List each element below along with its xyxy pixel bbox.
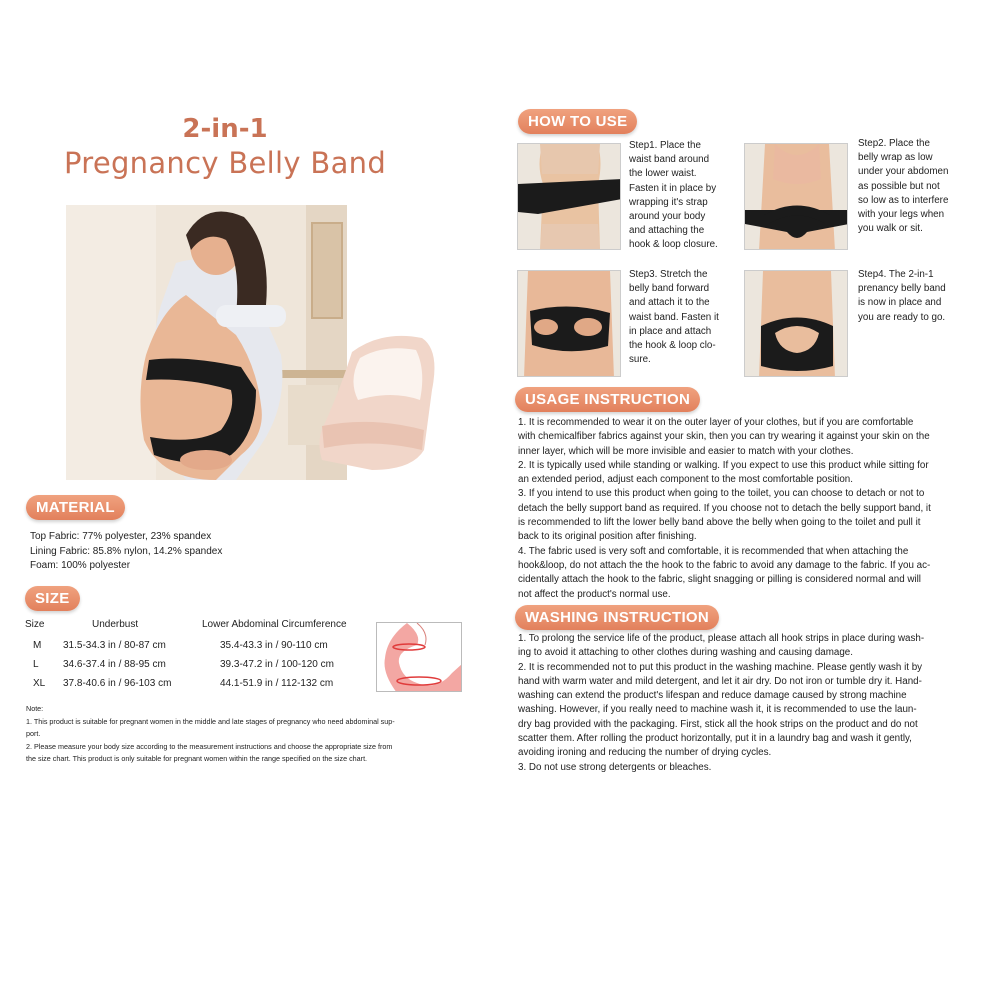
step-4-text (858, 268, 970, 325)
usage-line: cidentally attach the hook to the fabric, slight snagging or pilling is considered normal and will (518, 574, 921, 586)
step-line: as possible but not (858, 180, 940, 192)
title-line-2: Pregnancy Belly Band (63, 146, 387, 180)
step-line: and attaching the (629, 225, 705, 237)
lower-abdominal-col-header: Lower Abdominal Circumference (202, 619, 347, 630)
step-line: around your body (629, 211, 706, 223)
step-line: Step1. Place the (629, 140, 701, 151)
step-line: hook & loop closure. (629, 239, 718, 251)
step-line: Step3. Stretch the (629, 269, 708, 280)
step-4-photo (744, 270, 848, 377)
step-line: Step2. Place the (858, 138, 930, 149)
usage-line: 1. It is recommended to wear it on the outer layer of your clothes, but if you are comfortable (518, 417, 914, 428)
material-top-fabric: Top Fabric: 77% polyester, 23% spandex (30, 531, 212, 542)
step-line: with your legs when (858, 209, 945, 221)
usage-line: is recommended to lift the lower belly band above the belly when going to the toilet and pull it (518, 517, 921, 529)
step-line: in place and attach (629, 325, 712, 337)
step-line: waist band. Fasten it (629, 311, 719, 323)
step-3-text (629, 268, 734, 367)
usage-line: hook&loop, do not attach the the hook to the fabric to avoid any damage to the fabric. If you ac- (518, 559, 931, 571)
size-notes (26, 703, 481, 766)
step-1-text (629, 139, 734, 253)
size-col-header: Size (25, 619, 45, 630)
material-list (30, 530, 222, 574)
how-to-use-heading: HOW TO USE (518, 109, 637, 134)
step-line: waist band around (629, 154, 710, 166)
usage-line: 4. The fabric used is very soft and comfortable, it is recommended that when attaching the (518, 545, 909, 557)
washing-line: 3. Do not use strong detergents or bleaches. (518, 761, 712, 773)
usage-instruction-heading: USAGE INSTRUCTION (515, 387, 700, 412)
washing-line: ing to avoid it attaching to other clothes during washing and causing damage. (518, 647, 853, 659)
step-3-photo (517, 270, 621, 377)
underbust-col-header: Underbust (92, 619, 139, 630)
note-label: Note: (26, 704, 44, 713)
washing-line: avoiding ironing and reducing the number of drying cycles. (518, 747, 772, 759)
washing-line: dry bag provided with the packaging. First, stick all the hook strips on the product and do not (518, 718, 918, 730)
material-lining-fabric: Lining Fabric: 85.8% nylon, 14.2% spandex (30, 545, 223, 557)
note-line: 2. Please measure your body size according to the measurement instructions and choose the appropriate size from (26, 741, 393, 751)
lower-abdominal-cell: 35.4-43.3 in / 90-110 cm (220, 640, 328, 651)
washing-line: washing can extend the product's lifespan and reduce damage caused by strong machine (518, 690, 907, 702)
underbust-cell: 31.5-34.3 in / 80-87 cm (63, 640, 166, 651)
step-line: belly wrap as low (858, 152, 933, 164)
step-line: wrapping it's strap (629, 196, 708, 208)
step-line: is now in place and (858, 297, 942, 309)
measurement-diagram (376, 622, 462, 692)
step-2-photo (744, 143, 848, 250)
usage-line: detach the belly support band as required. If you choose not to detach the belly support band, it (518, 502, 931, 514)
step-1-photo (517, 143, 621, 250)
size-heading: SIZE (25, 586, 80, 611)
underbust-cell: 37.8-40.6 in / 96-103 cm (63, 678, 172, 689)
lower-abdominal-cell: 39.3-47.2 in / 100-120 cm (220, 659, 334, 670)
usage-line: with chemicalfiber fabrics against your skin, then you can try wearing it against your skin on the (518, 431, 930, 443)
usage-line: not affect the product's normal use. (518, 588, 671, 600)
note-line: the size chart. This product is only suitable for pregnant women within the range specified on the size chart. (26, 754, 368, 763)
usage-line: back to its original position after finishing. (518, 531, 697, 543)
note-line: 1. This product is suitable for pregnant women in the middle and late stages of pregnancy who need abdominal sup- (26, 716, 395, 726)
hero-photo (66, 205, 347, 480)
underbust-cell: 34.6-37.4 in / 88-95 cm (63, 659, 166, 670)
step-line: the lower waist. (629, 168, 697, 180)
step-line: so low as to interfere (858, 194, 949, 206)
step-line: Step4. The 2-in-1 (858, 269, 934, 280)
usage-line: 3. If you intend to use this product when going to the toilet, you can choose to detach or not to (518, 488, 925, 500)
washing-line: 2. It is recommended not to put this product in the washing machine. Please gently wash it by (518, 661, 923, 673)
step-line: you are ready to go. (858, 311, 946, 323)
size-cell: L (33, 659, 39, 670)
usage-line: an extended period, adjust each component to the most comfortable position. (518, 474, 853, 486)
step-line: belly band forward (629, 283, 710, 295)
step-line: under your abdomen (858, 166, 949, 178)
size-cell: M (33, 640, 42, 651)
washing-line: hand with warm water and mild detergent, and let it air dry. Do not iron or tumble dry it. Hand- (518, 675, 922, 687)
step-line: Fasten it in place by (629, 182, 717, 194)
material-heading: MATERIAL (26, 495, 125, 520)
usage-instruction-text (518, 416, 970, 602)
washing-line: washing. However, if you really need to machine wash it, it is recommended to use the laun- (518, 704, 917, 716)
lower-abdominal-cell: 44.1-51.9 in / 112-132 cm (220, 678, 334, 689)
product-image (312, 330, 442, 480)
step-2-text (858, 137, 970, 236)
washing-instruction-heading: WASHING INSTRUCTION (515, 605, 719, 630)
material-foam: Foam: 100% polyester (30, 560, 131, 571)
title-line-1: 2-in-1 (182, 114, 268, 144)
washing-instruction-text (518, 632, 970, 775)
washing-line: 1. To prolong the service life of the product, please attach all hook strips in place during wash- (518, 633, 925, 644)
note-line: port. (26, 729, 41, 738)
step-line: and attach it to the (629, 297, 710, 309)
washing-line: scatter them. After rolling the product horizontally, put it in a laundry bag and wash it gently, (518, 733, 912, 745)
step-line: you walk or sit. (858, 223, 923, 235)
size-cell: XL (33, 678, 46, 689)
step-line: prenancy belly band (858, 283, 946, 295)
usage-line: 2. It is typically used while standing or walking. If you expect to use this product while sitting for (518, 459, 929, 471)
step-line: the hook & loop clo- (629, 340, 716, 352)
usage-line: inner layer, which will be more invisible and easier to match with your clothes. (518, 445, 854, 457)
step-line: sure. (629, 354, 651, 366)
